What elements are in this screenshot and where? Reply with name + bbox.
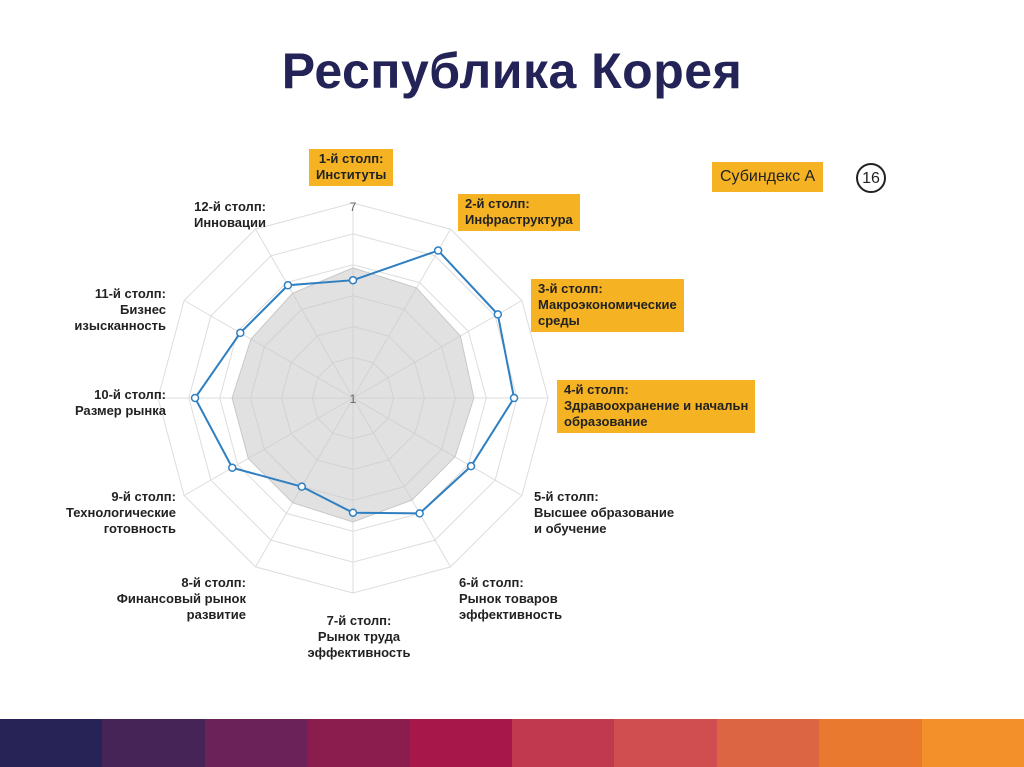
axis-label-1: 1-й столп: Институты	[309, 149, 393, 186]
page-title: Республика Корея	[281, 43, 743, 99]
scale-min-label: 1	[349, 392, 357, 406]
data-point-8	[298, 483, 305, 490]
data-point-7	[350, 509, 357, 516]
data-point-5	[468, 463, 475, 470]
axis-label-4: 4-й столп: Здравоохранение и начальн образование	[557, 380, 755, 433]
data-point-9	[229, 464, 236, 471]
axis-label-2: 2-й столп: Инфраструктура	[458, 194, 580, 231]
data-point-6	[416, 510, 423, 517]
axis-label-12: 12-й столп: Инновации	[193, 199, 266, 230]
data-point-10	[192, 395, 199, 402]
axis-label-5: 5-й столп: Высшее образование и обучение	[534, 489, 675, 536]
data-point-1	[350, 277, 357, 284]
data-point-11	[237, 329, 244, 336]
axis-label-6: 6-й столп: Рынок товаров эффективность	[459, 575, 563, 622]
axis-label-3: 3-й столп: Макроэкономические среды	[531, 279, 684, 332]
axis-label-8: 8-й столп: Финансовый рынок развитие	[116, 575, 246, 622]
footer-stripe	[307, 719, 409, 767]
footer-stripe	[922, 719, 1024, 767]
axis-label-9: 9-й столп: Технологические готовность	[65, 489, 176, 536]
footer-stripe	[102, 719, 204, 767]
footer-stripe	[717, 719, 819, 767]
scale-max-label: 7	[349, 200, 357, 214]
axis-label-7: 7-й столп: Рынок труда эффективность	[307, 613, 411, 660]
rank-badge: 16	[856, 163, 886, 193]
data-point-2	[435, 247, 442, 254]
data-point-12	[284, 282, 291, 289]
axis-label-10: 10-й столп: Размер рынка	[74, 387, 166, 418]
footer-stripe	[205, 719, 307, 767]
data-point-4	[511, 395, 518, 402]
data-point-3	[494, 311, 501, 318]
footer-stripe	[0, 719, 102, 767]
axis-label-11: 11-й столп: Бизнес изысканность	[74, 286, 166, 333]
footer-stripe	[512, 719, 614, 767]
footer-stripes	[0, 719, 1024, 767]
subindex-badge: Субиндекс А	[712, 162, 823, 192]
footer-stripe	[614, 719, 716, 767]
footer-stripe	[410, 719, 512, 767]
footer-stripe	[819, 719, 921, 767]
